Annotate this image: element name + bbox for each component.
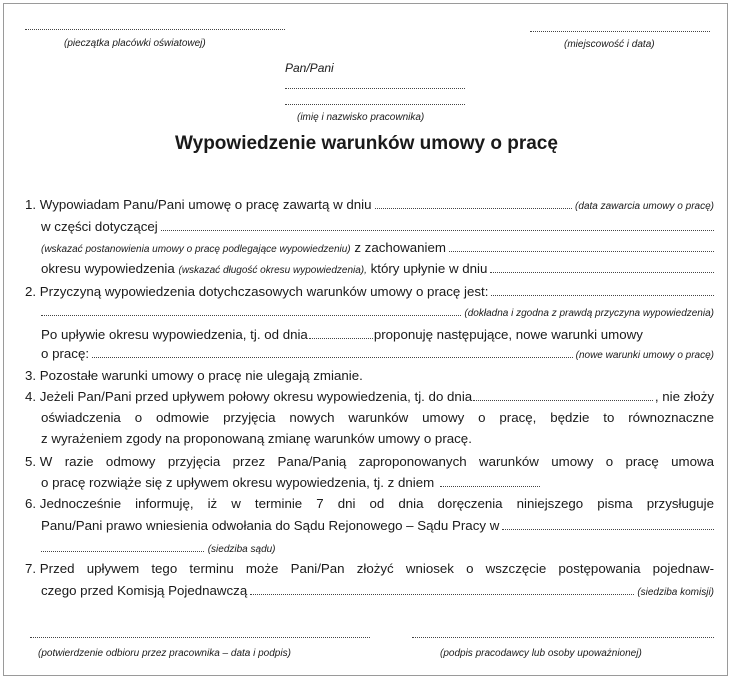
- new-terms-date-field[interactable]: [309, 328, 373, 339]
- receipt-caption: (potwierdzenie odbioru przez pracownika – data i podpis): [38, 648, 291, 659]
- point-7-line-1: [25, 561, 714, 577]
- point-2-line-2: [41, 305, 714, 322]
- point-4-number: 4.: [25, 389, 37, 404]
- point-7-line-2: [41, 583, 714, 601]
- point-1-text-c: z zachowaniem: [354, 240, 446, 255]
- point-4-text-a: Jeżeli Pan/Pani przed upływem połowy okresu wypowiedzenia, tj. do dnia: [39, 389, 473, 404]
- commission-seat-field[interactable]: [250, 584, 634, 595]
- point-5-line-2-text: o pracę rozwiąże się z upływem okresu wypowiedzenia, tj. z dniem: [41, 475, 435, 490]
- point-3-number: 3.: [25, 368, 37, 383]
- reason-field-2[interactable]: [41, 305, 461, 316]
- point-1-line-3: [41, 240, 714, 258]
- place-date-caption: (miejscowość i data): [564, 39, 655, 50]
- point-2-line-4: [41, 346, 714, 364]
- point-1-text-e: który upłynie w dniu: [370, 261, 488, 276]
- contract-date-field[interactable]: [375, 198, 573, 209]
- point-2-text-d: o pracę:: [41, 346, 90, 361]
- point-1-text-d: okresu wypowiedzenia: [41, 261, 175, 276]
- stamp-field[interactable]: [25, 29, 285, 30]
- new-terms-field[interactable]: [92, 347, 573, 358]
- notice-period-hint: (wskazać długość okresu wypowiedzenia),: [178, 265, 367, 276]
- point-4-line-1: [25, 389, 714, 405]
- point-7-number: 7.: [25, 561, 37, 576]
- point-6-line-1: [25, 496, 714, 512]
- point-7-line-1-text: Przed upływem tego terminu może Pani/Pan złożyć wniosek o wszczęcie postępowania pojednaw-: [39, 561, 714, 576]
- point-1-text-a: Wypowiadam Panu/Pani umowę o pracę zawartą w dniu: [39, 197, 372, 212]
- provisions-hint: (wskazać postanowienia umowy o pracę podlegające wypowiedzeniu): [41, 244, 351, 255]
- reason-hint: (dokładna i zgodna z prawdą przyczyna wypowiedzenia): [464, 308, 714, 319]
- point-5-number: 5.: [25, 454, 37, 469]
- employee-name-caption: (imię i nazwisko pracownika): [297, 112, 425, 123]
- commission-seat-hint: (siedziba komisji): [637, 587, 714, 598]
- point-2-text-a: Przyczyną wypowiedzenia dotychczasowych warunków umowy o pracę jest:: [39, 284, 489, 299]
- point-4-text-b: , nie złoży: [654, 389, 714, 404]
- refusal-deadline-field[interactable]: [473, 390, 653, 401]
- termination-date-field[interactable]: [440, 476, 540, 487]
- point-1-line-2: [41, 219, 714, 235]
- contract-date-hint: (data zawarcia umowy o pracę): [575, 201, 714, 212]
- reason-field-1[interactable]: [491, 285, 714, 296]
- point-1-text-b: w części dotyczącej: [41, 219, 158, 234]
- point-3-line-1: [25, 368, 714, 384]
- employer-signature-field[interactable]: [412, 637, 714, 638]
- addressee-salutation: Pan/Pani: [285, 61, 334, 75]
- place-date-field[interactable]: [530, 31, 710, 32]
- point-1-number: 1.: [25, 197, 37, 212]
- receipt-signature-field[interactable]: [30, 637, 370, 638]
- point-6-line-2-text: Panu/Pani prawo wniesienia odwołania do Sądu Rejonowego – Sądu Pracy w: [41, 518, 500, 533]
- new-terms-hint: (nowe warunki umowy o pracę): [575, 350, 714, 361]
- point-2-number: 2.: [25, 284, 37, 299]
- employer-caption: (podpis pracodawcy lub osoby upoważnionej): [440, 648, 642, 659]
- point-4-line-3: z wyrażeniem zgody na proponowaną zmianę warunków umowy o pracę.: [41, 431, 472, 446]
- point-6-line-3: [41, 540, 714, 558]
- point-4-line-2: oświadczenia o odmowie przyjęcia nowych warunków umowy o pracę, będzie to równoznaczne: [41, 410, 714, 425]
- notice-end-date-field[interactable]: [490, 262, 714, 273]
- point-5-line-2: [41, 475, 714, 491]
- point-2-line-3: [41, 327, 714, 343]
- point-6-number: 6.: [25, 496, 37, 511]
- stamp-caption: (pieczątka placówki oświatowej): [64, 38, 206, 49]
- point-6-line-2: [41, 518, 714, 534]
- point-3-text: Pozostałe warunki umowy o pracę nie ulegają zmianie.: [39, 368, 363, 383]
- point-2-line-1: [25, 284, 714, 300]
- point-2-text-c: proponuję następujące, nowe warunki umowy: [373, 327, 643, 342]
- point-5-line-1: [25, 454, 714, 470]
- court-seat-hint: (siedziba sądu): [207, 544, 276, 555]
- point-1-line-4: [41, 261, 714, 279]
- point-7-line-2-text: czego przed Komisją Pojednawczą: [41, 583, 248, 598]
- provisions-field[interactable]: [161, 220, 714, 231]
- point-5-line-1-text: W razie odmowy przyjęcia przez Pana/Panią zaproponowanych warunków umowy o pracę umowa: [39, 454, 714, 469]
- point-1-line-1: [25, 197, 714, 215]
- court-seat-field-2[interactable]: [41, 541, 204, 552]
- notice-period-field[interactable]: [449, 241, 714, 252]
- document-title: Wypowiedzenie warunków umowy o pracę: [175, 133, 558, 154]
- point-6-line-1-text: Jednocześnie informuję, iż w terminie 7 dni od dnia doręczenia niniejszego pisma przysługuje: [39, 496, 714, 511]
- employee-name-field-2[interactable]: [285, 104, 465, 105]
- point-2-text-b: Po upływie okresu wypowiedzenia, tj. od dnia: [41, 327, 308, 342]
- employee-name-field-1[interactable]: [285, 88, 465, 89]
- court-seat-field-1[interactable]: [502, 519, 714, 530]
